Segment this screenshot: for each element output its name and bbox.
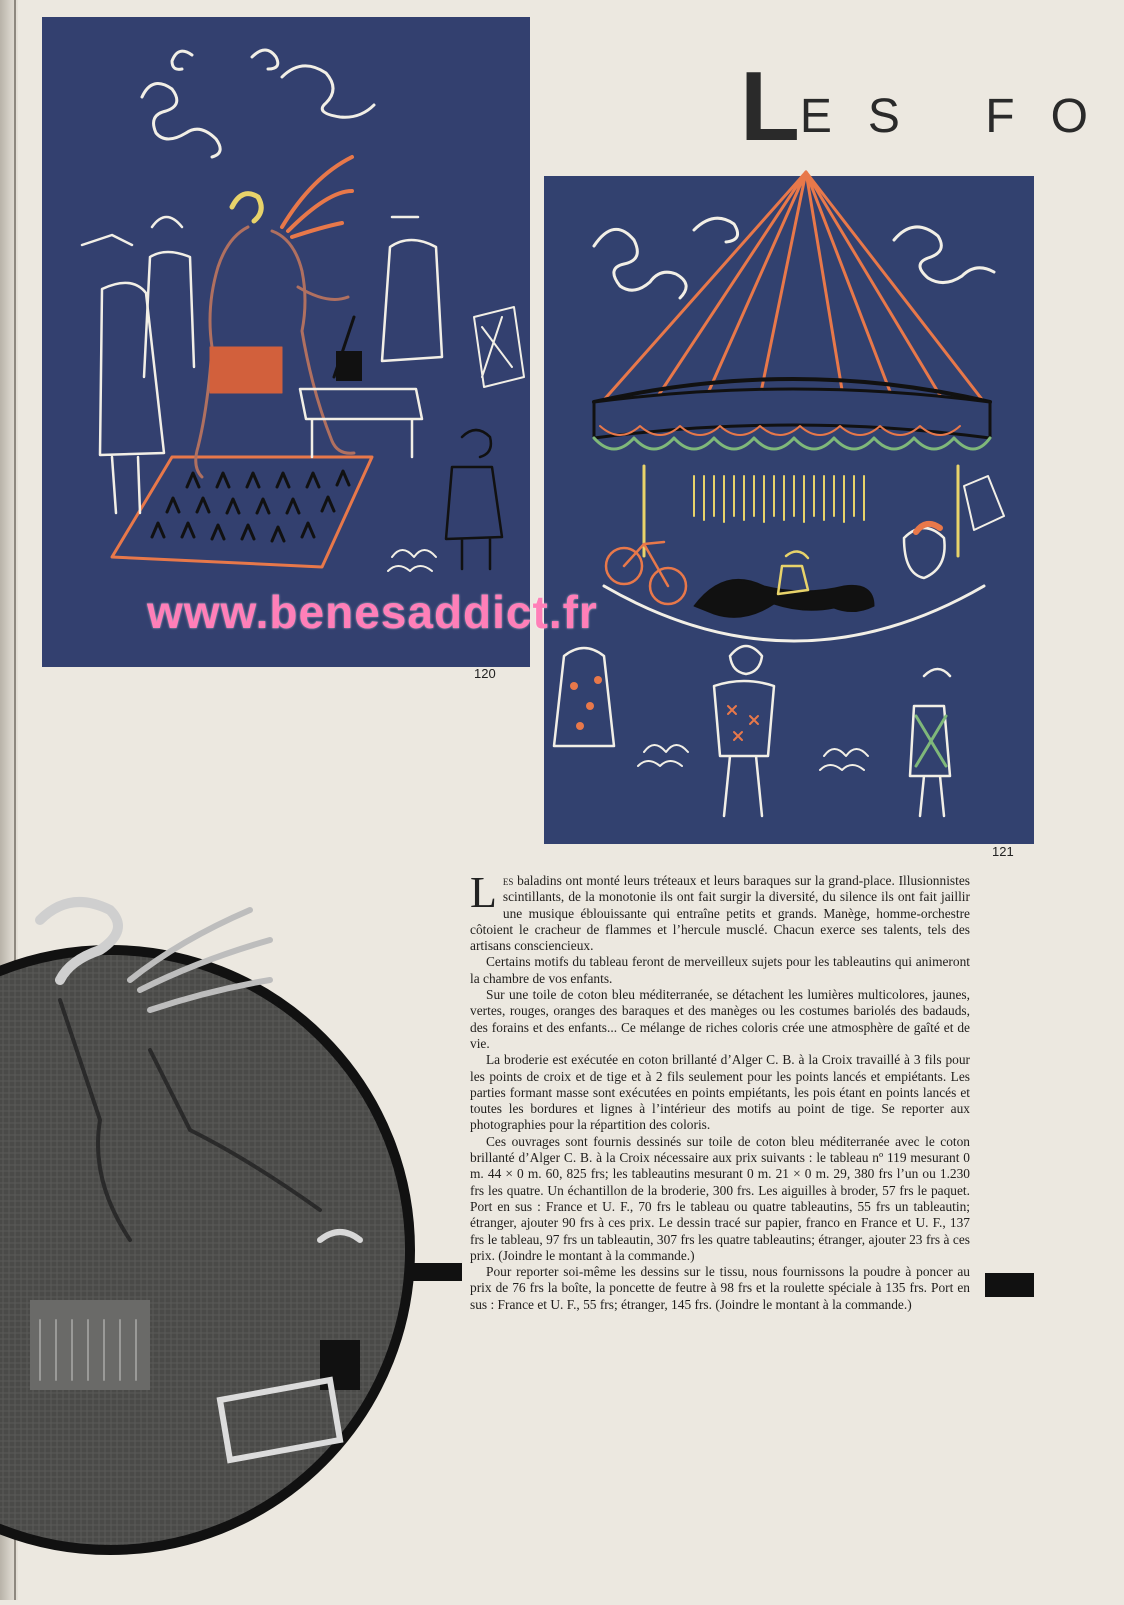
figure-number-121: 121 (992, 844, 1014, 859)
article-paragraph: La broderie est exécutée en coton brillanté d’Alger C. B. à la Croix travaillé à 3 fils pour les points de croix et de tige et à 2 fils seulement pour les points lancés et empiétants. Les parties formant masse sont exécutées en points empiétants, les pois étant en points lancés et toutes les bordures et lignes à l’intérieur des motifs au point de tige. Se reporter aux photographies pour la répartition des coloris. (470, 1052, 970, 1133)
embroidery-plate-121 (544, 176, 1034, 844)
title-initial: L (740, 51, 800, 161)
embroidery-closeup-photo (0, 880, 450, 1600)
article-paragraph: Sur une toile de coton bleu méditerranée, se détachent les lumières multicolores, jaunes, vertes, rouges, oranges des baraques et des manèges ou les costumes bariolés des badauds, des forains et des enfants... Ce mélange de riches coloris crée une atmosphère de gaîté et de vie. (470, 987, 970, 1051)
lead-smallcaps: es (502, 873, 514, 888)
embroidery-plate-120 (42, 17, 530, 667)
fire-eater-embroidery (42, 17, 530, 667)
title-rest: ES FO (799, 90, 1124, 143)
watermark: www.benesaddict.fr (147, 586, 598, 638)
article-paragraph: Ces ouvrages sont fournis dessinés sur toile de coton bleu méditerranée avec le coton brillanté d’Alger C. B. à la Croix nécessaire aux prix suivants : le tableau nº 119 mesurant 0 m. 44 × 0 m. 60, 825 frs; les tableautins mesurant 0 m. 21 × 0 m. 29, 380 frs l’un ou 1.230 frs les quatre. Un échantillon de la broderie, 300 frs. Les aiguilles à broder, 57 frs le paquet. Port en sus : France et U. F., 70 frs le tableau ou quatre tableautins, 55 frs un tableautin; étranger, ajouter 90 frs à ces prix. Le dessin tracé sur papier, franco en France et U. F., 137 frs le tableau, 97 frs un tableautin, 307 frs les quatre tableautins; étranger, ajouter 23 frs à ces prix. (Joindre le montant à la commande.) (470, 1133, 970, 1263)
decorative-bar-left (408, 1263, 462, 1281)
carousel-embroidery (544, 176, 1034, 844)
dropcap: L (470, 868, 497, 917)
decorative-bar-right (985, 1273, 1034, 1297)
figure-number-120: 120 (474, 666, 496, 681)
article-paragraph: Pour reporter soi-même les dessins sur le tissu, nous fournissons la poudre à poncer au prix de 76 frs la boîte, la poncette de feutre à 98 frs et la roulette spéciale à 135 frs. Port en sus : France et U. F., 55 frs; étranger, 145 frs. (Joindre le montant à la commande.) (470, 1264, 970, 1312)
article-body (470, 868, 970, 1313)
article-lead-paragraph (470, 868, 970, 954)
lead-text: baladins ont monté leurs tréteaux et leurs baraques sur la grand-place. Illusionnistes scintillants, de la monotonie ils ont fait surgir la diversité, du silence ils ont fait jaillir une musique éblouissante qui entraîne petits et grands. Manège, homme-orchestre côtoient le cracheur de flammes et l’hercule musclé. Chacun exerce ses talents, tels des artisans consciencieux. (470, 873, 970, 954)
article-paragraph: Certains motifs du tableau feront de merveilleux sujets pour les tableautins qui animeront la chambre de vos enfants. (470, 954, 970, 986)
closeup-illustration (0, 880, 450, 1600)
page-title (740, 50, 1124, 163)
